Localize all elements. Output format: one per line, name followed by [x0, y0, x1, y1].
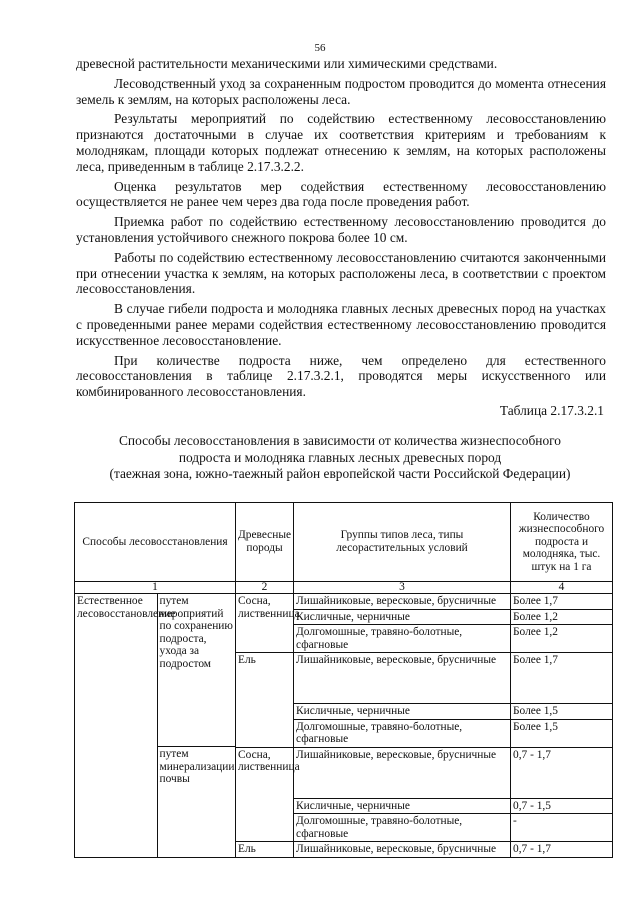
table-header-row [75, 503, 613, 582]
table-row [75, 594, 613, 610]
quantity-cell: 0,7 - 1,7 [511, 842, 613, 858]
forest-type-cell: Лишайниковые, вересковые, брусничные [294, 653, 511, 704]
species-cell: Ель [236, 842, 294, 858]
reforestation-table [74, 502, 613, 858]
column-number-row [75, 582, 613, 594]
forest-type-cell: Кисличные, черничные [294, 704, 511, 720]
paragraph: Лесоводственный уход за сохраненным подростом проводится до момента отнесения земель к землям, на которых расположены леса. [76, 75, 606, 107]
forest-type-cell: Лишайниковые, вересковые, брусничные [294, 594, 511, 610]
quantity-cell: 0,7 - 1,5 [511, 798, 613, 814]
table-caption [60, 433, 620, 483]
quantity-cell: Более 1,2 [511, 625, 613, 653]
forest-type-cell: Долгомошные, травяно-болотные, сфагновые [294, 625, 511, 653]
species-cell: Ель [236, 653, 294, 748]
submethod-preserve: путем мероприятий по сохранению подроста, ухода за подростом [157, 594, 235, 747]
column-number: 4 [511, 582, 613, 594]
caption-line: Способы лесовосстановления в зависимости от количества жизнеспособного [118, 433, 562, 448]
method-cell [75, 594, 236, 858]
paragraph: При количестве подроста ниже, чем определено для естественного лесовосстановления в таблице 2.17.3.2.1, проводятся меры искусственного или комбинированного лесовосстановления. [76, 352, 606, 400]
method-subtable [75, 594, 235, 857]
method-natural: Естественное лесовосстановление [75, 594, 157, 857]
paragraph: древесной растительности механическими или химическими средствами. [76, 56, 498, 71]
column-number: 1 [75, 582, 236, 594]
paragraph: Оценка результатов мер содействия естественному лесовосстановлению осуществляется не ранее чем через два года после проведения работ. [76, 178, 606, 210]
paragraph: Приемка работ по содействию естественному лесовосстановлению проводится до установления устойчивого снежного покрова более 10 см. [76, 214, 606, 245]
forest-type-cell: Лишайниковые, вересковые, брусничные [294, 842, 511, 858]
header-species: Древесные породы [236, 503, 294, 582]
page-number: 56 [314, 42, 326, 54]
header-groups: Группы типов леса, типы лесорастительных условий [294, 503, 511, 582]
header-methods: Способы лесовосстановления [75, 503, 236, 582]
paragraph: Работы по содействию естественному лесовосстановлению считаются законченными при отнесении участка к землям, на которых расположены леса, в соответствии с проектом лесовосстановления. [76, 249, 606, 297]
species-cell: Сосна, лиственница [236, 594, 294, 653]
caption-line: (таежная зона, южно-таежный район европейской части Российской Федерации) [109, 466, 571, 481]
quantity-cell: Более 1,7 [511, 594, 613, 610]
body-text [76, 56, 606, 404]
quantity-cell: Более 1,2 [511, 609, 613, 625]
header-quantity: Количество жизнеспособного подроста и молодняка, тыс. штук на 1 га [511, 503, 613, 582]
paragraph: В случае гибели подроста и молодняка главных лесных древесных пород на участках с проведенными ранее мерами содействия естественному лесовосстановлению проводится искусственное лесовосстановление. [76, 301, 606, 348]
forest-type-cell: Долгомошные, травяно-болотные, сфагновые [294, 814, 511, 842]
column-number: 2 [236, 582, 294, 594]
forest-type-cell: Кисличные, черничные [294, 609, 511, 625]
table-label: Таблица 2.17.3.2.1 [499, 403, 604, 418]
paragraph: Результаты мероприятий по содействию естественному лесовосстановлению признаются достаточными в случае их соответствия критериям и требованиям к молоднякам, площади которых подлежат отнесению к землям, на которых расположены леса, приведенным в таблице 2.17.3.2.2. [76, 111, 606, 174]
quantity-cell: Более 1,5 [511, 704, 613, 720]
submethod-mineral: путем минерализации почвы [159, 748, 235, 786]
species-cell: Сосна, лиственница [236, 747, 294, 842]
forest-type-cell: Кисличные, черничные [294, 798, 511, 814]
quantity-cell: 0,7 - 1,7 [511, 747, 613, 798]
quantity-cell: - [511, 814, 613, 842]
quantity-cell: Более 1,7 [511, 653, 613, 704]
column-number: 3 [294, 582, 511, 594]
forest-type-cell: Лишайниковые, вересковые, брусничные [294, 747, 511, 798]
quantity-cell: Более 1,5 [511, 719, 613, 747]
forest-type-cell: Долгомошные, травяно-болотные, сфагновые [294, 719, 511, 747]
caption-line: подроста и молодняка главных лесных древесных пород [178, 449, 502, 465]
